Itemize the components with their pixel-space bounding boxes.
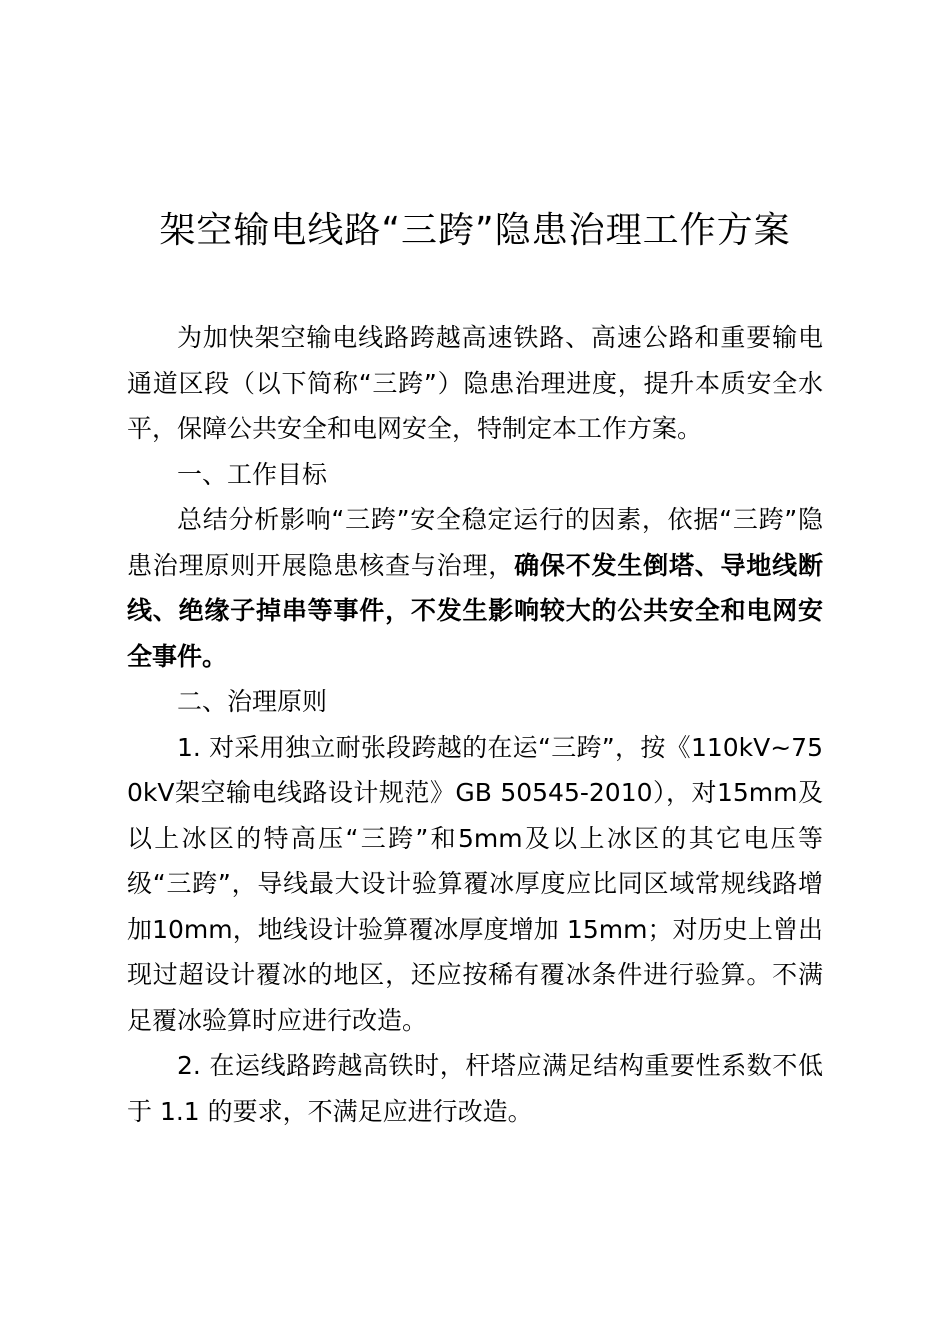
document-body xyxy=(127,315,823,1134)
section-heading-principles: 二、治理原则 xyxy=(177,687,328,716)
principle-item-2: 2. 在运线路跨越高铁时，杆塔应满足结构重要性系数不低于 1.1 的要求，不满足应进行改造。 xyxy=(127,1051,823,1126)
principle-item-1: 1. 对采用独立耐张段跨越的在运“三跨”，按《110kV~750kV架空输电线路设计规范》GB 50545-2010），对15mm及以上冰区的特高压“三跨”和5mm及以上冰区的其它电压等级“三跨”，导线最大设计验算覆冰厚度应比同区域常规线路增加10mm，地线设计验算覆冰厚度增加 15mm；对历史上曾出现过超设计覆冰的地区，还应按稀有覆冰条件进行验算。不满足覆冰验算时应进行改造。 xyxy=(127,732,823,1035)
intro-paragraph: 为加快架空输电线路跨越高速铁路、高速公路和重要输电通道区段（以下简称“三跨”）隐患治理进度，提升本质安全水平，保障公共安全和电网安全，特制定本工作方案。 xyxy=(127,323,823,443)
goals-emphasis-text: 确保不发生倒塔、导地线断线、绝缘子掉串等事件，不发生影响较大的公共安全和电网安全事件。 xyxy=(127,550,823,671)
goals-paragraph xyxy=(127,497,823,679)
section-heading-goals: 一、工作目标 xyxy=(177,459,328,489)
goals-text: 总结分析影响“三跨”安全稳定运行的因素，依据“三跨”隐患治理原则开展隐患核查与治理， xyxy=(127,505,823,580)
document-title: 架空输电线路“三跨”隐患治理工作方案 xyxy=(159,210,791,251)
